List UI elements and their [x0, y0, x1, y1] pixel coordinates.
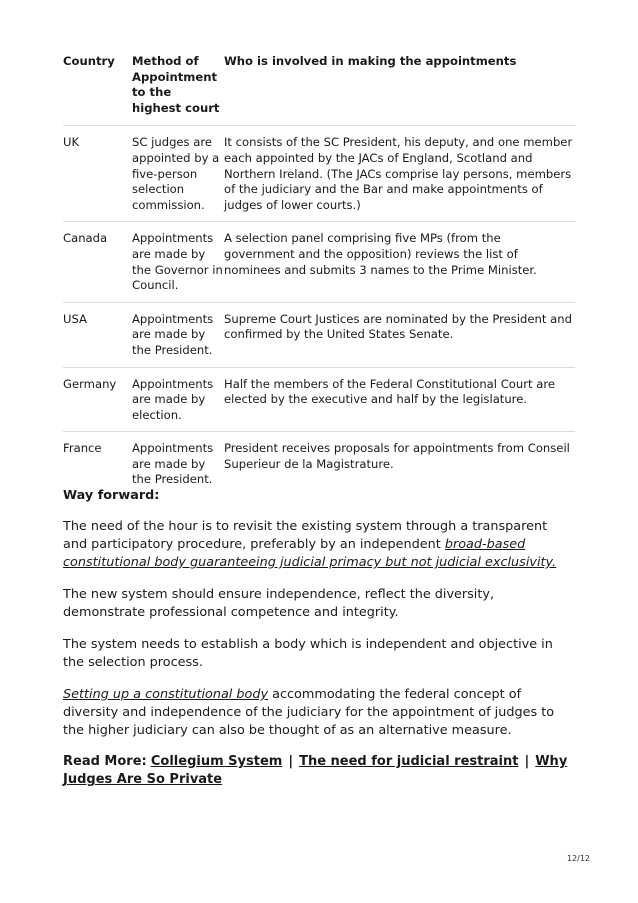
- read-more: [63, 753, 575, 789]
- header-method: Method of Appointment to the highest court: [132, 54, 220, 115]
- read-more-link-collegium[interactable]: Collegium System: [150, 754, 283, 769]
- who-cell: Half the members of the Federal Constitutional Court are elected by the executive and half by the legislature.: [224, 376, 555, 407]
- link-separator: |: [524, 754, 530, 769]
- paragraph-3: The system needs to establish a body which is independent and objective in the selection process.: [63, 637, 553, 670]
- table-row: [63, 367, 575, 432]
- paragraph-4-text: accommodating the federal concept of diversity and independence of the judiciary for the appointment of judges to the higher judiciary can also be thought of as an alternative measure.: [63, 687, 555, 738]
- table-header-row: [63, 48, 575, 126]
- country-cell: Germany: [63, 376, 117, 391]
- method-cell: SC judges are appointed by a five-person selection commission.: [132, 135, 220, 212]
- who-cell: It consists of the SC President, his deputy, and one member each appointed by the JACs of England, Scotland and Northern Ireland. (The JACs comprise lay persons, members of the judiciary and the Bar and make appointments of judges of lower courts.): [224, 135, 573, 212]
- who-cell: A selection panel comprising five MPs (from the government and the opposition) reviews the list of nominees and submits 3 names to the Prime Minister.: [224, 231, 537, 277]
- paragraph-2: The new system should ensure independence, reflect the diversity, demonstrate professional competence and integrity.: [63, 587, 495, 620]
- country-cell: USA: [63, 311, 87, 326]
- comparison-table: [63, 48, 575, 496]
- method-cell: Appointments are made by the Governor in Council.: [132, 231, 223, 293]
- country-cell: France: [63, 441, 102, 456]
- paragraph-1: [63, 518, 575, 572]
- paragraph-4-emphasis: Setting up a constitutional body: [63, 687, 269, 702]
- who-cell: President receives proposals for appointments from Conseil Superieur de la Magistrature.: [224, 441, 570, 471]
- method-cell: Appointments are made by the President.: [132, 441, 214, 487]
- read-more-label: Read More:: [63, 754, 147, 769]
- link-separator: |: [288, 754, 294, 769]
- header-country: Country: [63, 54, 115, 68]
- read-more-link-judges-private[interactable]: Why Judges Are So Private: [63, 754, 568, 787]
- read-more-link-judicial-restraint[interactable]: The need for judicial restraint: [299, 754, 519, 769]
- table-row: [63, 222, 575, 302]
- method-cell: Appointments are made by the President.: [132, 311, 214, 357]
- who-cell: Supreme Court Justices are nominated by the President and confirmed by the United States Senate.: [224, 311, 572, 342]
- paragraph-4: [63, 686, 575, 740]
- country-cell: Canada: [63, 231, 108, 246]
- paragraph-1-emphasis: broad-based constitutional body guaranteeing judicial primacy but not judicial exclusivity.: [63, 537, 557, 570]
- table-row: [63, 126, 575, 222]
- table-row: [63, 302, 575, 367]
- page-number: 12/12: [566, 854, 590, 863]
- paragraph-1-text: The need of the hour is to revisit the existing system through a transparent and participatory procedure, preferably by an independent: [63, 519, 548, 552]
- country-cell: UK: [63, 135, 80, 150]
- way-forward-heading: Way forward:: [63, 488, 160, 503]
- method-cell: Appointments are made by election.: [132, 376, 214, 422]
- header-who: Who is involved in making the appointments: [224, 54, 517, 68]
